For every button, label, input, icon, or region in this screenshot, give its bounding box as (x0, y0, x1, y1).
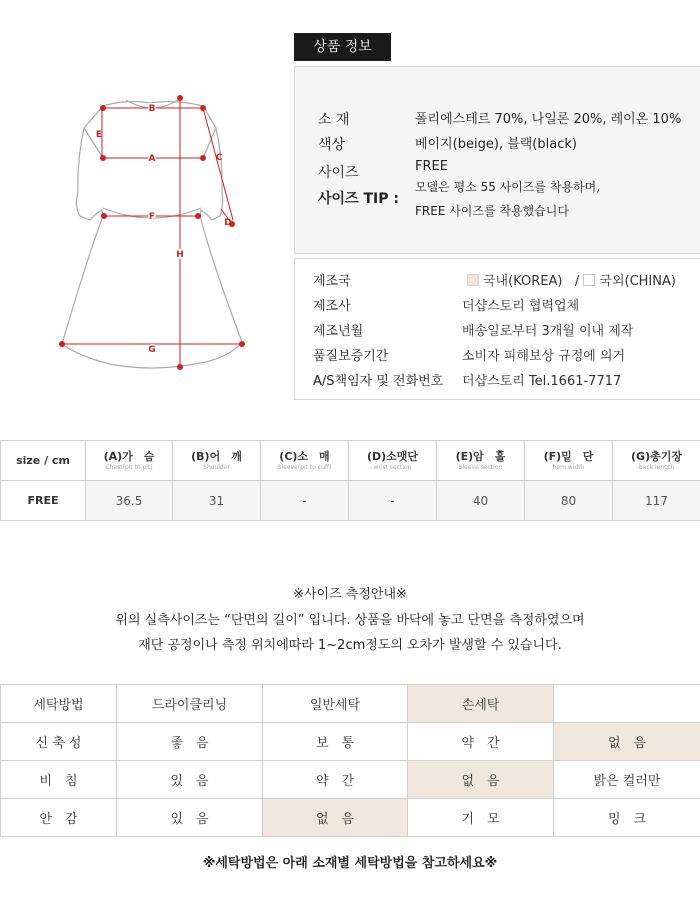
label-d: D (224, 218, 232, 228)
size-tip-line2: FREE 사이즈를 착용했습니다 (415, 204, 569, 218)
origin-value (467, 270, 676, 289)
care-cell: 있 음 (117, 799, 263, 837)
size-value-b: 31 (173, 481, 261, 521)
care-cell: 밝은 컬러만 (554, 761, 700, 799)
care-bottom-note: ※세탁방법은 아래 소재별 세탁방법을 참고하세요※ (202, 856, 498, 871)
domestic-checkbox (467, 274, 479, 286)
label-c: C (215, 153, 223, 163)
size-value-f: 80 (525, 481, 613, 521)
origin-label: 제조국 (313, 274, 351, 289)
label-a: A (148, 154, 156, 164)
domestic-text: 국내(KOREA) (483, 274, 563, 289)
as-contact-label: A/S책임자 및 전화번호 (313, 374, 444, 389)
care-row-stretch (1, 723, 700, 761)
label-b: B (148, 104, 156, 114)
size-header-main: (A)가 슴 (103, 449, 155, 463)
size-value-a: 36.5 (86, 481, 173, 521)
size-tip-label: 사이즈 TIP : (318, 191, 399, 207)
size-corner-cell: size / cm (1, 441, 86, 481)
product-info-title: 상품 정보 (294, 33, 391, 61)
care-cell (554, 685, 700, 723)
material-label: 소 재 (318, 112, 350, 128)
care-cell: 일반세탁 (263, 685, 408, 723)
care-row-wash (1, 685, 700, 723)
size-header-sub: Sleeve section (458, 463, 503, 471)
warranty-value: 소비자 피해보상 규정에 의거 (462, 349, 626, 364)
overseas-checkbox (583, 274, 595, 286)
size-value-g: 117 (613, 481, 700, 521)
size-table (0, 440, 700, 521)
size-header-sub: Chest(pit to pit) (105, 463, 153, 471)
label-h: H (176, 250, 184, 260)
size-header-c (261, 441, 349, 481)
size-header-e (437, 441, 525, 481)
size-header-b (173, 441, 261, 481)
care-cell: 기 모 (408, 799, 554, 837)
color-value: 베이지(beige), 블랙(black) (415, 137, 577, 152)
label-g: G (148, 345, 156, 355)
label-f: F (148, 212, 156, 222)
size-header-f (525, 441, 613, 481)
care-cell: 신 축 성 (1, 723, 117, 761)
care-cell: 좋 음 (117, 723, 263, 761)
size-header-main: (C)소 매 (279, 449, 330, 463)
size-value-d: - (349, 481, 437, 521)
care-cell-selected: 없 음 (263, 799, 408, 837)
size-header-g (613, 441, 700, 481)
size-notice-line2: 재단 공정이나 측정 위치에따라 1~2cm정도의 오차가 발생할 수 있습니다. (138, 638, 562, 653)
size-header-sub: Sleeve(pit to cuff) (277, 463, 332, 471)
product-info-box (294, 66, 700, 254)
care-row-lining (1, 799, 700, 837)
size-header-main: (E)암 홀 (455, 449, 506, 463)
care-cell: 드라이클리닝 (117, 685, 263, 723)
care-row-sheer (1, 761, 700, 799)
label-e: E (95, 130, 103, 140)
mfg-date-value: 배송일로부터 3개월 이내 제작 (462, 324, 634, 339)
size-label: 사이즈 (318, 165, 359, 181)
size-notice-title: ※사이즈 측정안내※ (293, 587, 407, 602)
dress-measurement-diagram (50, 85, 260, 375)
size-value-c: - (261, 481, 349, 521)
care-cell: 보 통 (263, 723, 408, 761)
size-header-sub: hem width (552, 463, 585, 471)
care-cell-selected: 없 음 (408, 761, 554, 799)
maker-label: 제조사 (313, 299, 351, 314)
size-table-header-row (1, 441, 700, 481)
size-value: FREE (415, 159, 448, 174)
care-cell: 약 간 (408, 723, 554, 761)
maker-value: 더샵스토리 협력업체 (462, 299, 580, 314)
size-header-a (86, 441, 173, 481)
care-cell: 있 음 (117, 761, 263, 799)
material-value: 폴리에스테르 70%, 나일론 20%, 레이온 10% (415, 112, 682, 127)
origin-separator: / (574, 274, 580, 289)
warranty-label: 품질보증기간 (313, 349, 389, 364)
size-table-row (1, 481, 700, 521)
size-row-label: FREE (1, 481, 86, 521)
size-header-main: (D)소맷단 (366, 449, 419, 463)
care-cell: 약 간 (263, 761, 408, 799)
size-header-sub: wrist section (373, 463, 412, 471)
care-cell: 안 감 (1, 799, 117, 837)
size-header-sub: back length (638, 463, 675, 471)
size-value-e: 40 (437, 481, 525, 521)
size-header-d (349, 441, 437, 481)
care-table (0, 684, 700, 837)
care-cell-selected: 없 음 (554, 723, 700, 761)
care-cell-selected: 손세탁 (408, 685, 554, 723)
as-contact-value: 더샵스토리 Tel.1661-7717 (462, 374, 622, 389)
size-notice-line1: 위의 실측사이즈는 “단면의 길이” 입니다. 상품을 바닥에 놓고 단면을 측정하였으며 (115, 613, 585, 628)
care-cell: 밍 크 (554, 799, 700, 837)
size-header-sub: Shoulder (203, 463, 230, 471)
care-cell: 비 침 (1, 761, 117, 799)
color-label: 색상 (318, 137, 346, 153)
size-header-main: (B)어 깨 (191, 449, 242, 463)
overseas-text: 국외(CHINA) (599, 274, 676, 289)
size-tip-line1: 모델은 평소 55 사이즈를 착용하며, (415, 180, 601, 194)
size-header-main: (G)총기장 (631, 449, 682, 463)
mfg-date-label: 제조년월 (313, 324, 364, 339)
care-cell: 세탁방법 (1, 685, 117, 723)
measurement-lines (62, 98, 242, 367)
dress-outline (62, 100, 242, 368)
size-header-main: (F)밑 단 (543, 449, 594, 463)
